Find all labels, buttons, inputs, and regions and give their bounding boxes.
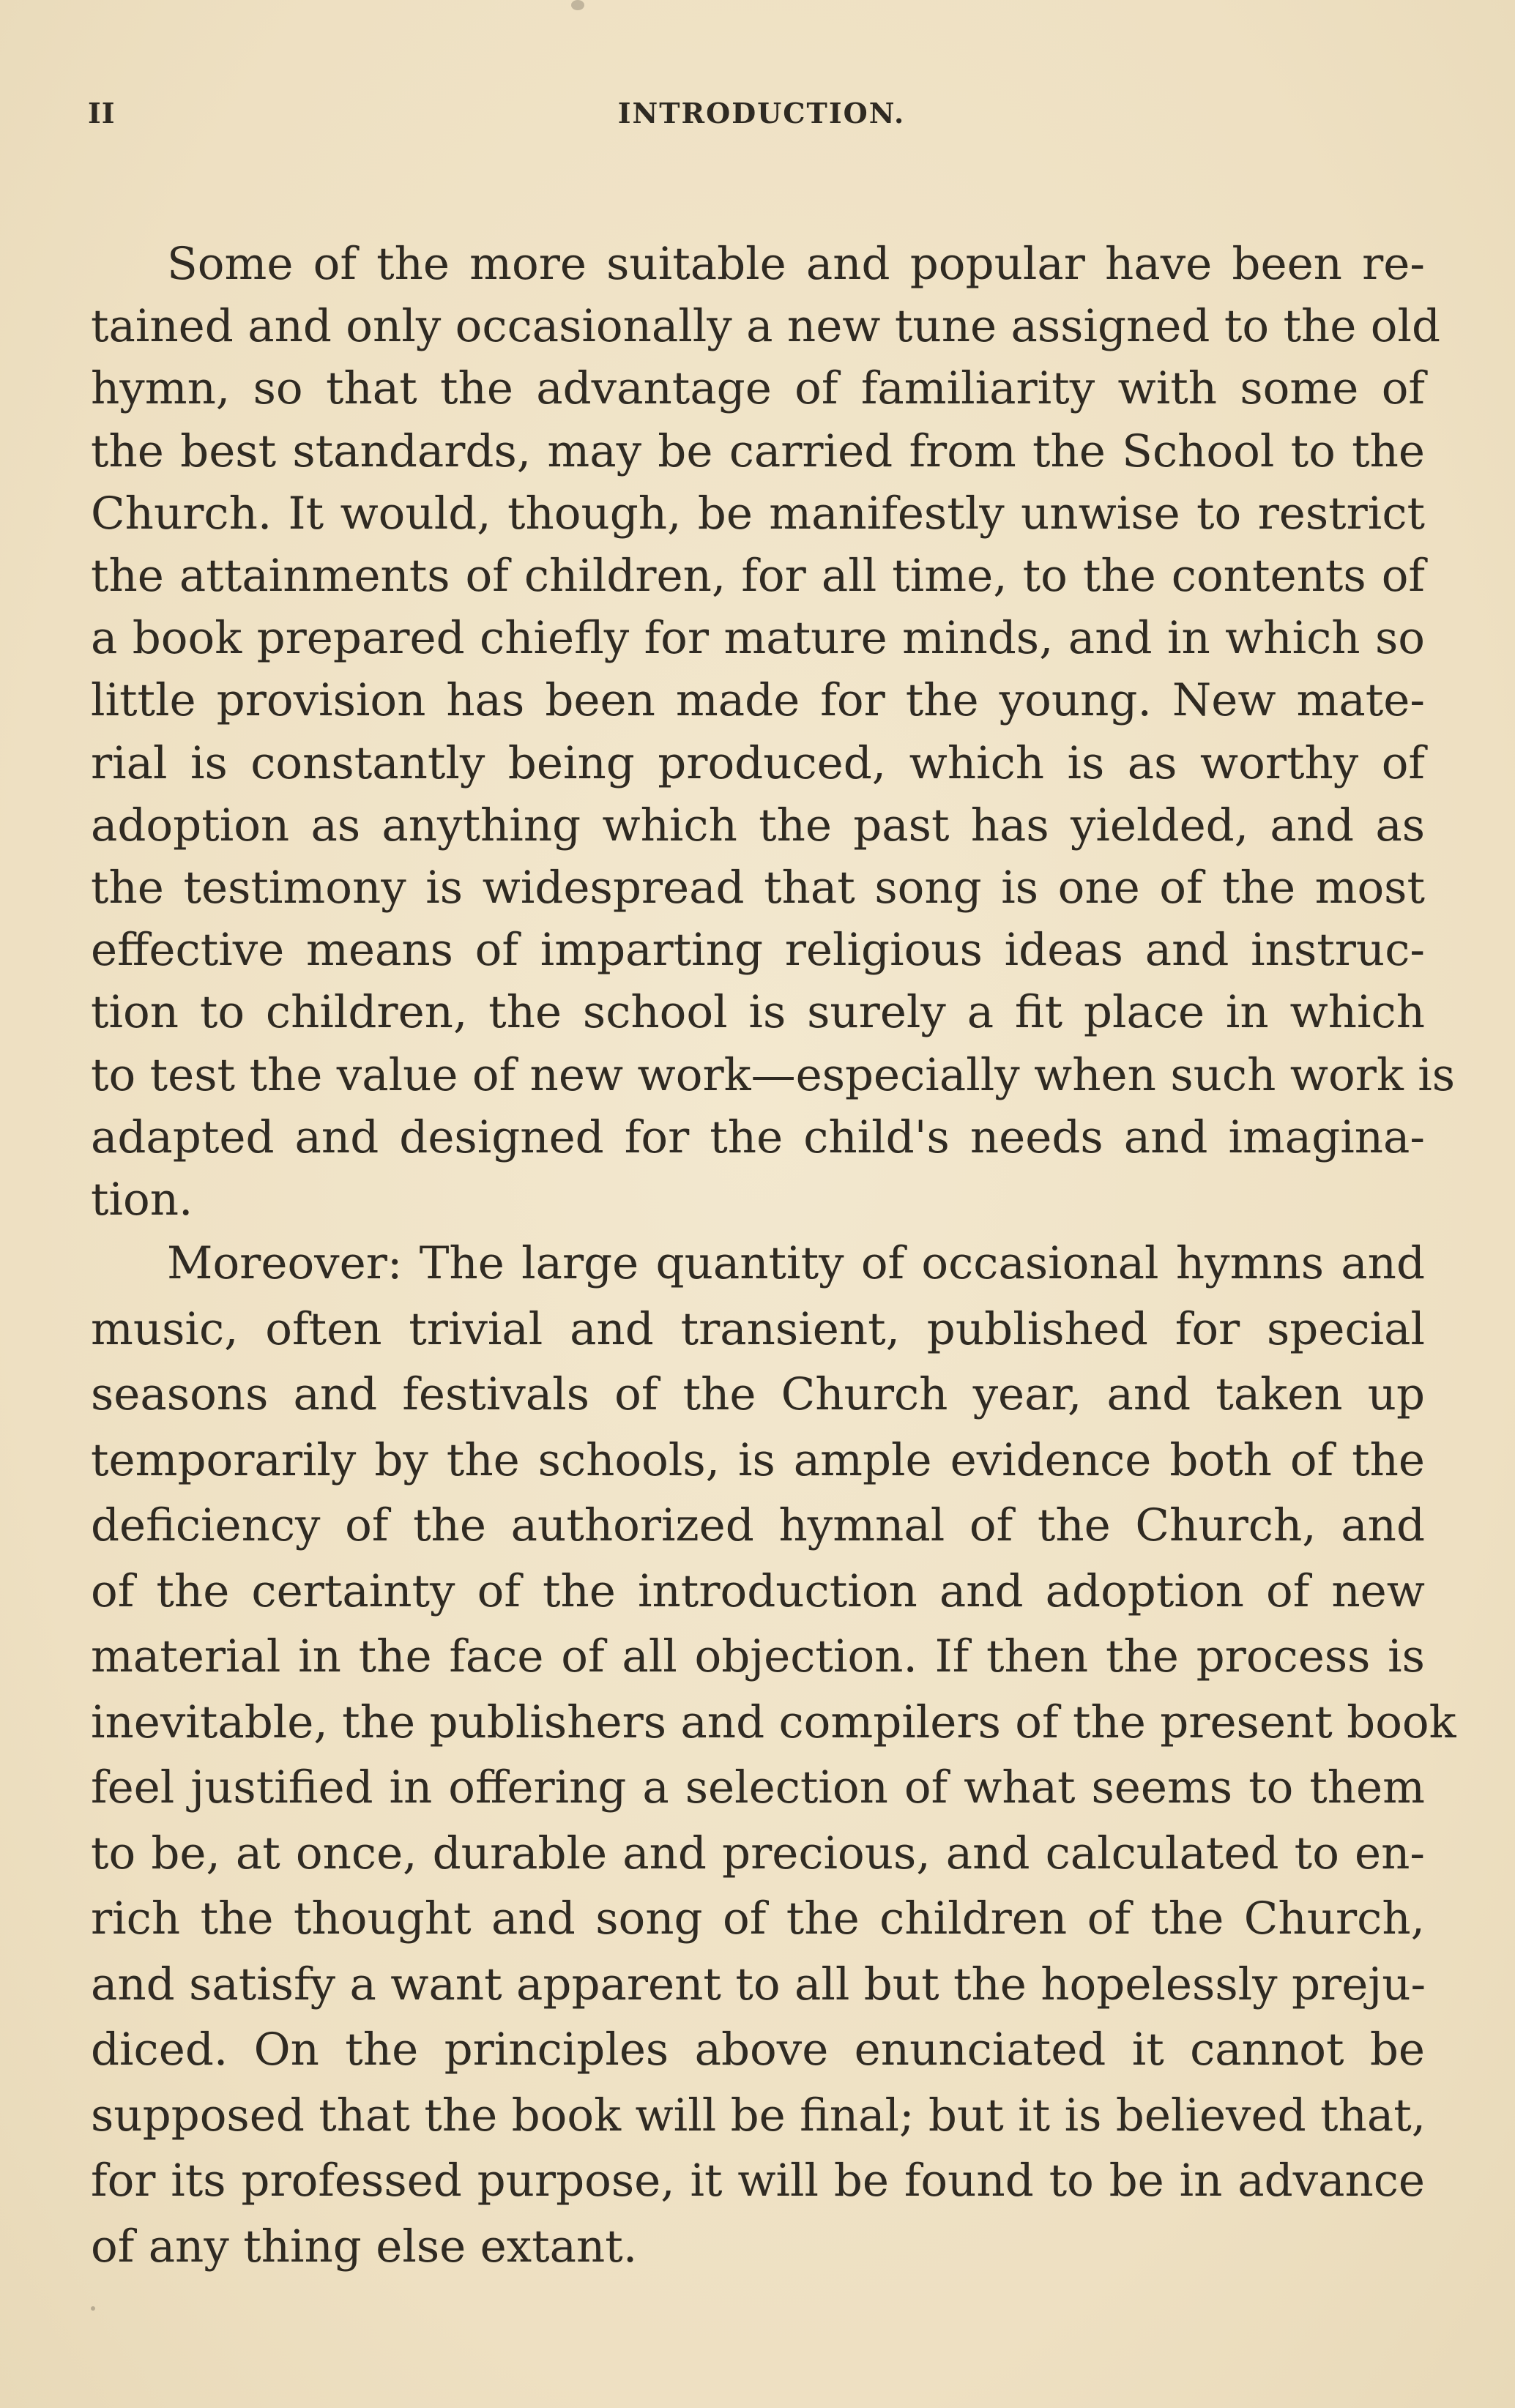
text-line: temporarily by the schools, is ample evidence both of the	[91, 1434, 1425, 1486]
text-line: to test the value of new work—especially when such work is	[91, 1048, 1456, 1101]
text-line: adoption as anything which the past has yielded, and as	[91, 799, 1425, 851]
text-line: for its professed purpose, it will be found to be in advance	[91, 2155, 1425, 2207]
text-line: hymn, so that the advantage of familiarity with some of	[91, 362, 1425, 415]
text-line: Some of the more suitable and popular have been re-	[167, 238, 1425, 290]
paragraph-1	[91, 233, 1456, 1231]
text-line: music, often trivial and transient, published for special	[91, 1302, 1425, 1355]
page-number: II	[88, 97, 116, 130]
text-line: feel justified in offering a selection of what seems to them	[91, 1762, 1425, 1814]
text-line: rial is constantly being produced, which is as worthy of	[91, 737, 1425, 789]
text-line: Church. It would, though, be manifestly unwise to restrict	[91, 487, 1425, 540]
text-line: material in the face of all objection. If then the process is	[91, 1630, 1425, 1683]
text-line: little provision has been made for the young. New mate-	[91, 674, 1425, 727]
text-line: adapted and designed for the child's needs and imagina-	[91, 1111, 1425, 1163]
text-line: deficiency of the authorized hymnal of the Church, and	[91, 1499, 1425, 1552]
text-line: the best standards, may be carried from the School to the	[91, 425, 1425, 477]
text-line: effective means of imparting religious ideas and instruc-	[91, 924, 1425, 977]
paper-speck	[571, 0, 584, 10]
text-line: inevitable, the publishers and compilers of the present book	[91, 1696, 1456, 1748]
body-text	[91, 233, 1456, 2279]
text-line: and satisfy a want apparent to all but the hopelessly preju-	[91, 1958, 1426, 2010]
text-line: seasons and festivals of the Church year, and taken up	[91, 1368, 1425, 1421]
text-line: supposed that the book will be final; but it is believed that,	[91, 2089, 1426, 2142]
text-line: tion to children, the school is surely a fit place in which	[91, 986, 1425, 1039]
text-line: rich the thought and song of the children of the Church,	[91, 1893, 1425, 1945]
text-line: of the certainty of the introduction and adoption of new	[91, 1565, 1425, 1617]
text-line: a book prepared chiefly for mature minds, and in which so	[91, 612, 1425, 665]
text-line: diced. On the principles above enunciated it cannot be	[91, 2024, 1425, 2076]
text-line: the attainments of children, for all time, to the contents of	[91, 550, 1425, 603]
text-line: tion.	[91, 1174, 193, 1226]
running-head: INTRODUCTION.	[617, 97, 906, 130]
paragraph-2	[91, 1231, 1456, 2279]
text-line: Moreover: The large quantity of occasional hymns and	[167, 1237, 1425, 1290]
paper-speck	[91, 2306, 95, 2311]
text-line: the testimony is widespread that song is one of the most	[91, 862, 1425, 914]
text-line: to be, at once, durable and precious, and calculated to en-	[91, 1827, 1425, 1879]
text-line: of any thing else extant.	[91, 2220, 638, 2273]
text-line: tained and only occasionally a new tune assigned to the old	[91, 300, 1441, 353]
page-header	[88, 97, 1435, 141]
